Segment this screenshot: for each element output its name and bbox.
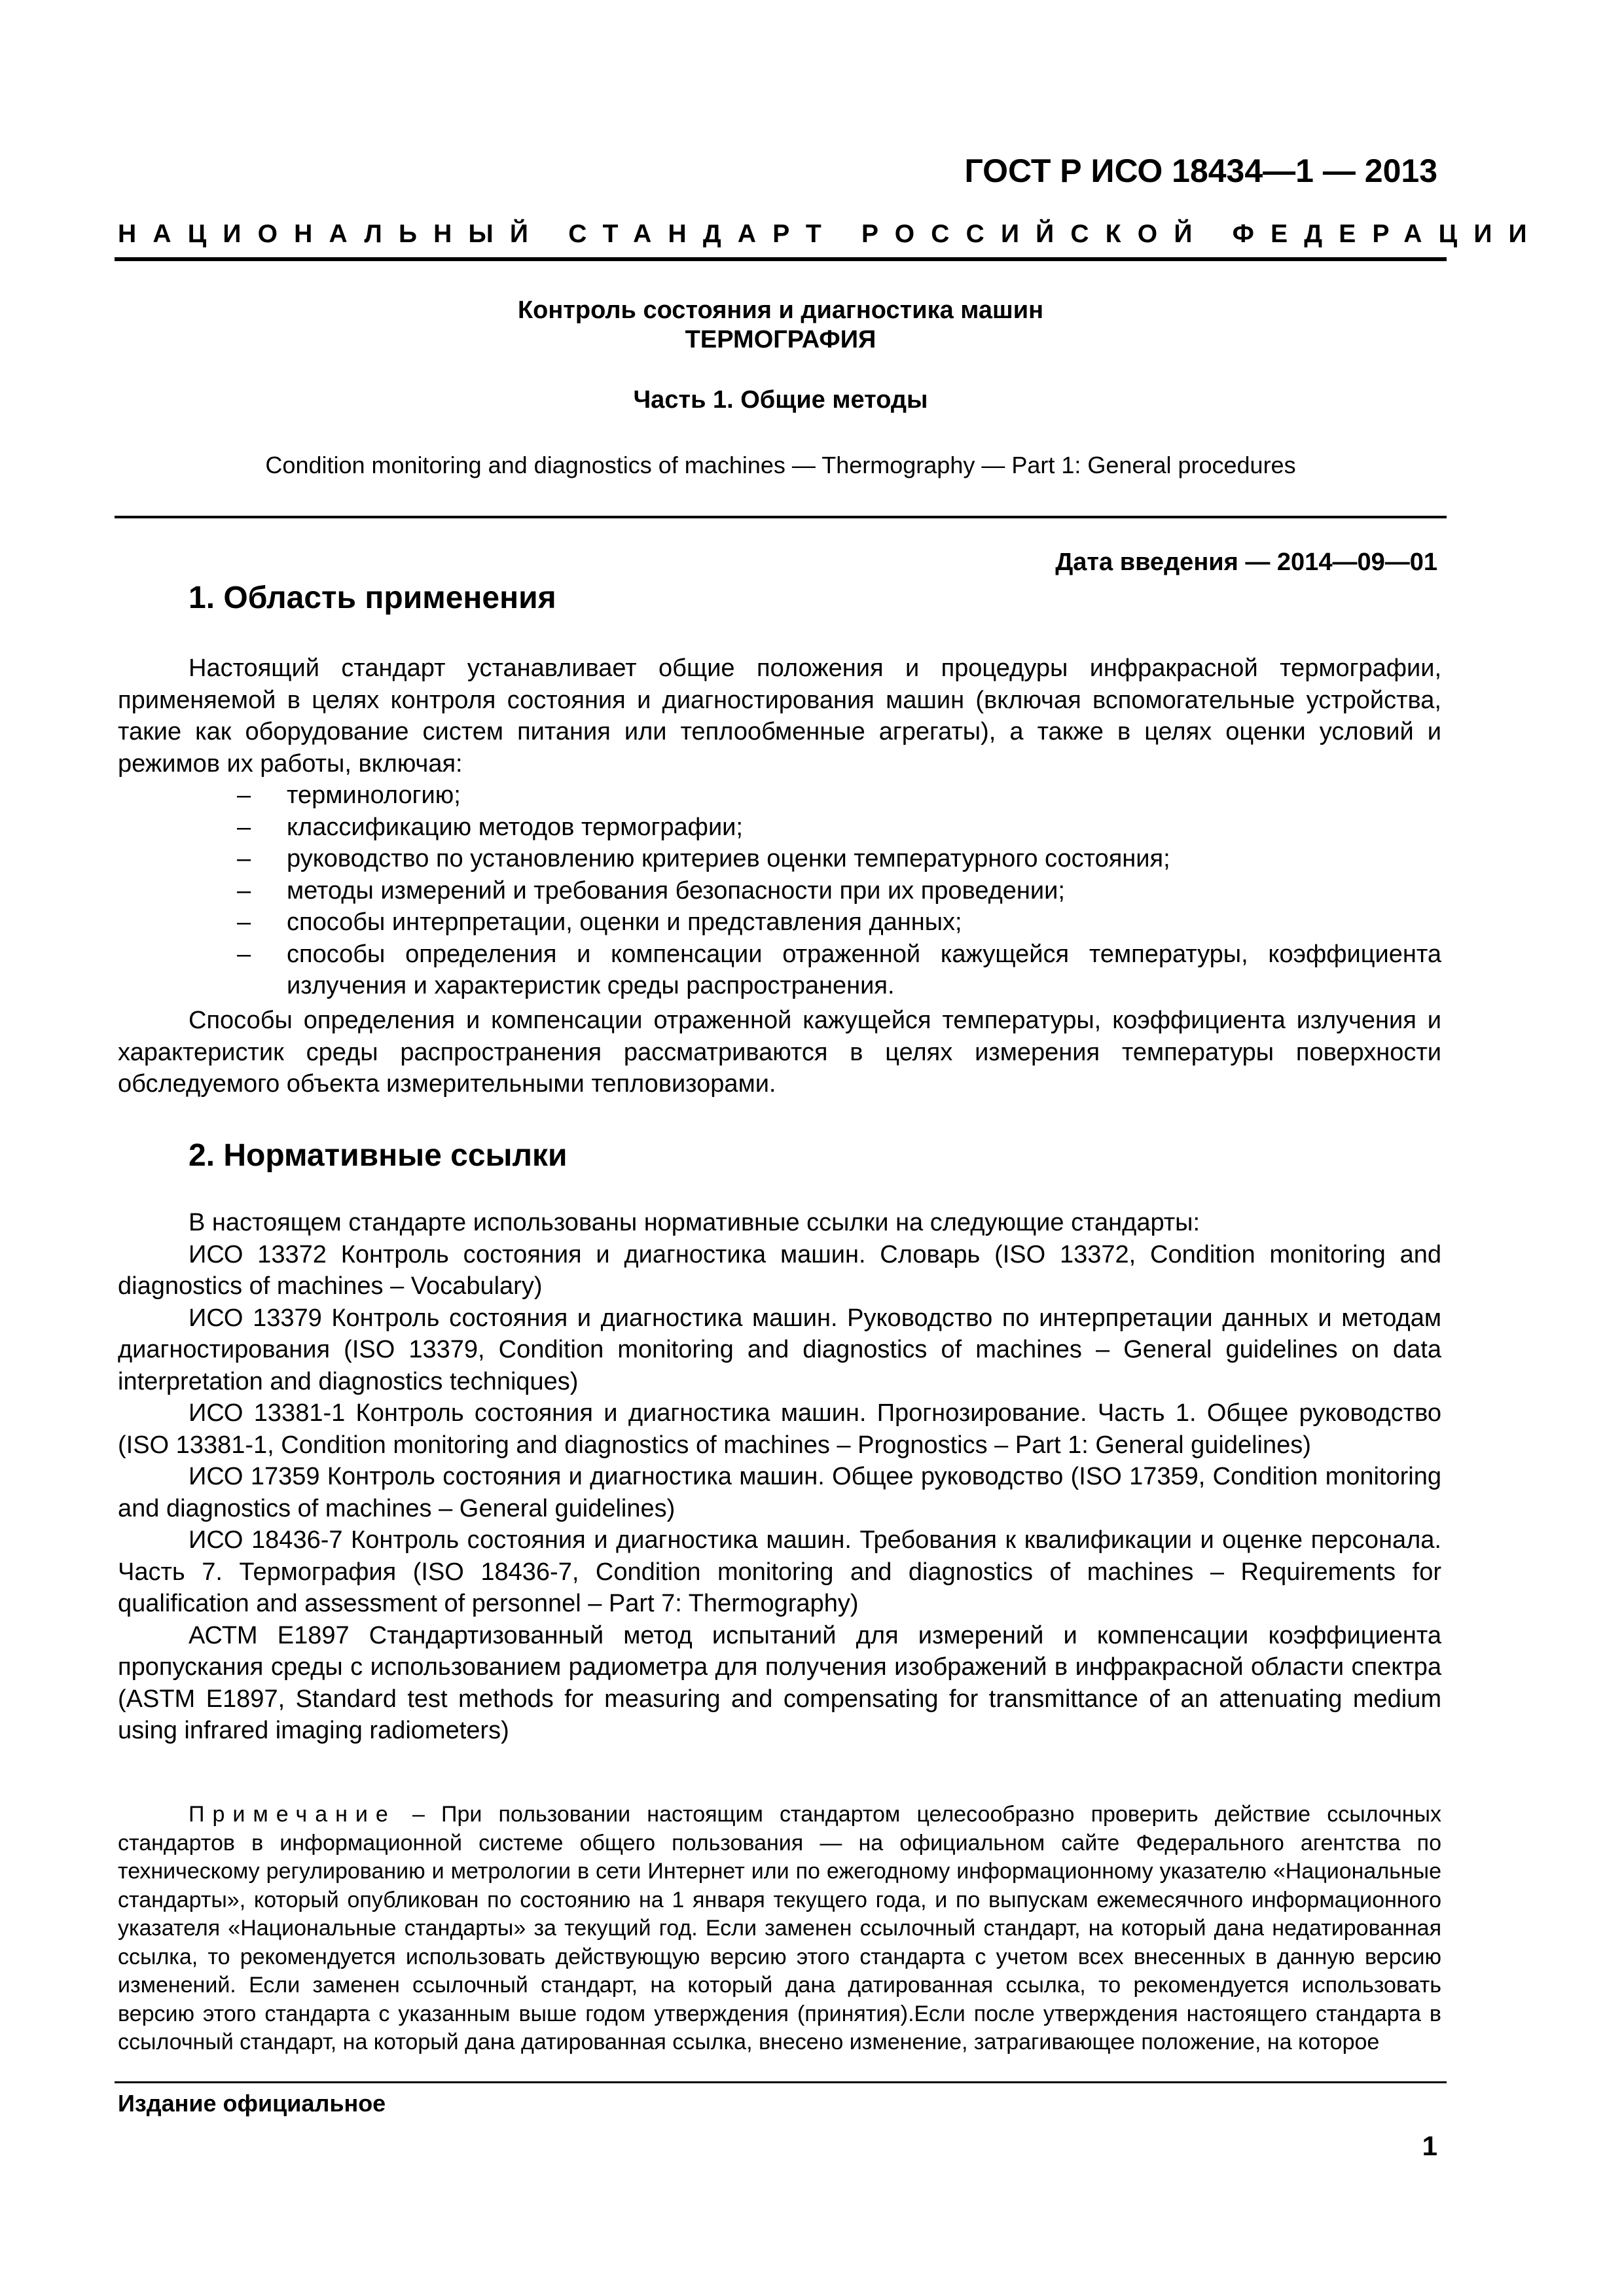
scope-list — [118, 780, 1441, 1002]
dash-marker: – — [237, 940, 251, 968]
list-item — [118, 843, 1441, 875]
list-item-text: способы определения и компенсации отраженной кажущейся температуры, коэффициента излучения и характеристик среды распространения. — [287, 940, 1441, 999]
references-block — [118, 1207, 1441, 1747]
dash-marker: – — [237, 908, 251, 936]
reference-item: ИСО 13372 Контроль состояния и диагностика машин. Словарь (ISO 13372, Condition monitoring and diagnostics of machines – Vocabulary) — [118, 1240, 1441, 1300]
dash-marker: – — [237, 845, 251, 872]
edition-label: Издание официальное — [118, 2090, 386, 2117]
note-text: – При пользовании настоящим стандартом целесообразно проверить действие ссылочных стандартов в информационной системе общего пользования — на официальном сайте Федерального агентства по техническому регулированию и метрологии в сети Интернет или по ежегодному информационному указателю «Национальные стандарты», который опубликован по состоянию на 1 января текущего года, и по выпускам ежемесячного информационного указателя «Национальные стандарты» за текущий год. Если заменен ссылочный стандарт, на который дана недатированная ссылка, то рекомендуется использовать действующую версию этого стандарта с учетом всех внесенных в данную версию изменений. Если заменен ссылочный стандарт, на который дана датированная ссылка, то рекомендуется использовать версию этого стандарта с указанным выше годом утверждения (принятия).Если после утверждения настоящего стандарта в ссылочный стандарт, на который дана датированная ссылка, внесено изменение, затрагивающее положение, на которое — [118, 1802, 1441, 2054]
section1-heading: 1. Область применения — [189, 581, 556, 615]
section1-paragraph2: Способы определения и компенсации отраженной кажущейся температуры, коэффициента излучения и характеристик среды распространения рассматриваются в целях измерения температуры поверхности обследуемого объекта измерительными тепловизорами. — [118, 1007, 1441, 1098]
reference-item: ИСО 13379 Контроль состояния и диагностика машин. Руководство по интерпретации данных и методам диагностирования (ISO 13379, Condition monitoring and diagnostics of machines – General guidelines on data interpretation and diagnostics techniques) — [118, 1304, 1441, 1395]
reference-item: ИСО 13381-1 Контроль состояния и диагностика машин. Прогнозирование. Часть 1. Общее руководство (ISO 13381-1, Condition monitoring and diagnostics of machines – Prognostics – Part 1: General guidelines) — [118, 1399, 1441, 1459]
reference-item: АСТМ Е1897 Стандартизованный метод испытаний для измерений и компенсации коэффициента пропускания среды с использованием радиометра для получения изображений в инфракрасной области спектра (ASTM E1897, Standard test methods for measuring and compensating for transmittance of an attenuating medium using infrared imaging radiometers) — [118, 1621, 1441, 1744]
list-item — [118, 812, 1441, 844]
note-paragraph — [118, 1801, 1441, 2057]
title-divider — [115, 516, 1447, 518]
english-title: Condition monitoring and diagnostics of machines — Thermography — Part 1: General procedures — [265, 452, 1296, 478]
list-item-text: руководство по установлению критериев оценки температурного состояния; — [287, 845, 1170, 872]
standard-title-line2: ТЕРМОГРАФИЯ — [685, 326, 876, 353]
gost-number: ГОСТ Р ИСО 18434—1 — 2013 — [964, 152, 1437, 189]
national-standard-banner: НАЦИОНАЛЬНЫЙ СТАНДАРТ РОССИЙСКОЙ ФЕДЕРАЦИИ — [118, 220, 1543, 248]
reference-item: ИСО 17359 Контроль состояния и диагностика машин. Общее руководство (ISO 17359, Condition monitoring and diagnostics of machines – General guidelines) — [118, 1463, 1441, 1522]
list-item — [118, 939, 1441, 1002]
footer-divider — [115, 2081, 1447, 2083]
section1-paragraph1: Настоящий стандарт устанавливает общие положения и процедуры инфракрасной термографии, применяемой в целях контроля состояния и диагностирования машин (включая вспомогательные устройства, такие как оборудование систем питания или теплообменные агрегаты), а также в целях оценки условий и режимов их работы, включая: — [118, 655, 1441, 778]
dash-marker: – — [237, 813, 251, 841]
list-item-text: способы интерпретации, оценки и представления данных; — [287, 908, 962, 936]
section2-heading: 2. Нормативные ссылки — [189, 1138, 568, 1173]
dash-marker: – — [237, 781, 251, 809]
reference-item: ИСО 18436-7 Контроль состояния и диагностика машин. Требования к квалификации и оценке персонала. Часть 7. Термография (ISO 18436-7, Condition monitoring and diagnostics of machines – Requirements for qualification and assessment of personnel – Part 7: Thermography) — [118, 1526, 1441, 1617]
standard-part-title: Часть 1. Общие методы — [633, 386, 928, 414]
note-label: Примечание — [189, 1802, 396, 1827]
list-item — [118, 875, 1441, 907]
list-item — [118, 906, 1441, 939]
standard-title-line1: Контроль состояния и диагностика машин — [517, 296, 1044, 324]
dash-marker: – — [237, 876, 251, 905]
references-intro: В настоящем стандарте использованы нормативные ссылки на следующие стандарты: — [189, 1209, 1200, 1236]
list-item-text: терминологию; — [287, 781, 461, 809]
list-item-text: методы измерений и требования безопасности при их проведении; — [287, 876, 1065, 905]
top-divider — [115, 257, 1447, 261]
page-number: 1 — [1422, 2130, 1437, 2161]
intro-date: Дата введения — 2014—09—01 — [1055, 548, 1437, 576]
list-item — [118, 780, 1441, 812]
list-item-text: классификацию методов термографии; — [287, 813, 743, 841]
